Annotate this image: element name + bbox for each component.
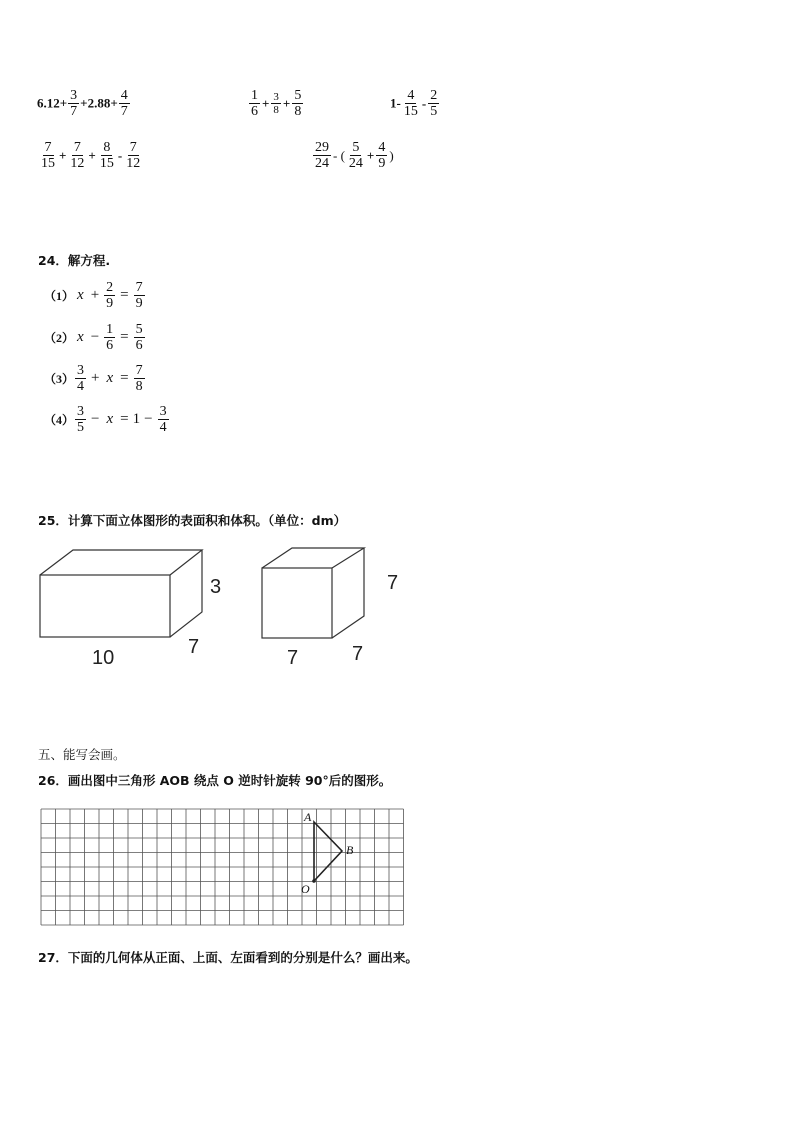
fraction: $\frac{7}{12}$ [70, 140, 85, 171]
fraction: $\frac{7}{12}$ [126, 140, 141, 171]
cube-edge-label-height: 7 [387, 572, 399, 594]
calc-expression-4: $\frac{7}{15}$ + $\frac{7}{12}$ + $\frac{8}{15}$ - $\frac{7}{12}$ [41, 140, 141, 171]
section-5-title: 五、能写会画。 [38, 747, 126, 762]
q24-title: 24．解方程. [38, 253, 111, 268]
equation-3: （3） $\frac{3}{4}$ + x = $\frac{7}{8}$ [44, 363, 143, 394]
point-o-label: O [301, 882, 310, 896]
cube-figure [262, 548, 364, 638]
q25-title: 25．计算下面立体图形的表面积和体积。（单位：dm） [38, 513, 347, 528]
fraction: $\frac{1}{6}$ [251, 88, 258, 119]
fraction: $\frac{5}{6}$ [135, 322, 143, 353]
calc-expression-2: $\frac{1}{6}$ + $\frac{3}{8}$ + $\frac{5}{8}$ [251, 88, 302, 119]
fraction: $\frac{7}{8}$ [135, 363, 143, 394]
grid-lines [41, 809, 404, 925]
fraction: $\frac{8}{15}$ [99, 140, 114, 171]
fraction: $\frac{4}{7}$ [120, 88, 128, 119]
equation-1: （1） x + $\frac{2}{9}$ = $\frac{7}{9}$ [44, 280, 143, 311]
point-b-label: B [346, 843, 354, 857]
q27-title: 27．下面的几何体从正面、上面、左面看到的分别是什么？画出来。 [38, 950, 418, 965]
fraction: $\frac{3}{5}$ [77, 404, 85, 435]
cube-edge-label-side: 7 [352, 643, 364, 665]
fraction: $\frac{4}{9}$ [378, 140, 386, 171]
fraction: $\frac{2}{5}$ [430, 88, 438, 119]
fraction: $\frac{2}{9}$ [106, 280, 114, 311]
cuboid-length-label: 10 [92, 647, 115, 669]
fraction: $\frac{7}{15}$ [41, 140, 55, 171]
cuboid-figure [40, 550, 202, 637]
fraction: $\frac{4}{15}$ [403, 88, 418, 119]
rotation-grid [40, 808, 404, 928]
q26-title: 26．画出图中三角形 AOB 绕点 O 逆时针旋转 90°后的图形。 [38, 773, 392, 788]
point-o [312, 879, 316, 883]
solid-figures [30, 540, 430, 675]
equation-4: （4） $\frac{3}{5}$ − x = 1 − $\frac{3}{4}$ [44, 404, 167, 435]
equation-2: （2） x − $\frac{1}{6}$ = $\frac{5}{6}$ [44, 322, 143, 353]
fraction: $\frac{7}{9}$ [135, 280, 143, 311]
calc-expression-3: 1- $\frac{4}{15}$ - $\frac{2}{5}$ [390, 88, 438, 119]
fraction: $\frac{29}{24}$ [315, 140, 329, 171]
cuboid-height-label: 3 [210, 576, 222, 598]
fraction: $\frac{1}{6}$ [106, 322, 114, 353]
fraction: $\frac{3}{8}$ [273, 91, 279, 116]
fraction: $\frac{5}{24}$ [348, 140, 363, 171]
cube-edge-label-front: 7 [287, 647, 299, 669]
point-a-label: A [304, 810, 312, 824]
fraction: $\frac{3}{4}$ [159, 404, 167, 435]
cuboid-width-label: 7 [188, 636, 200, 658]
fraction: $\frac{3}{7}$ [70, 88, 78, 119]
fraction: $\frac{3}{4}$ [77, 363, 85, 394]
calc-expression-1: 6.12+ $\frac{3}{7}$ +2.88+ $\frac{4}{7}$ [37, 88, 128, 119]
calc-expression-5: $\frac{29}{24}$ - ( $\frac{5}{24}$ + $\frac{4}{9}$ ) [315, 140, 394, 171]
fraction: $\frac{5}{8}$ [294, 88, 302, 119]
triangle-aob [314, 822, 342, 881]
